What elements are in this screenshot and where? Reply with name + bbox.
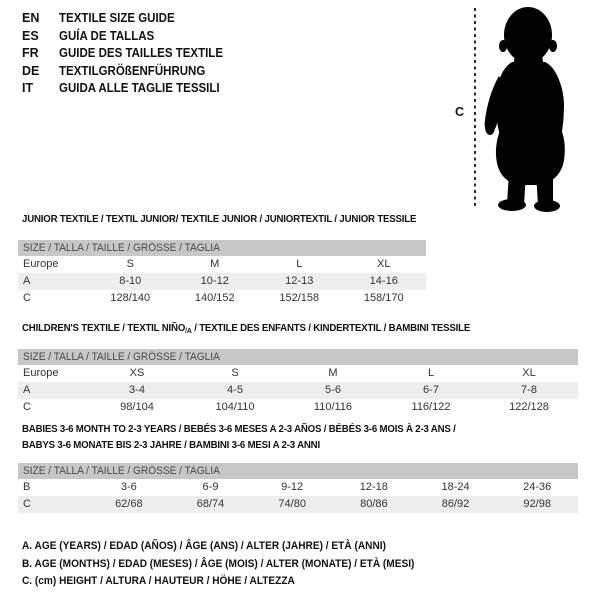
babies-title-line2: BABYS 3-6 MONATE BIS 2-3 JAHRE / BAMBINI 3-6 MESI A 2-3 ANNI xyxy=(22,439,320,451)
age-cell: 7-8 xyxy=(521,384,537,396)
children-table-title xyxy=(22,322,509,335)
children-size-table xyxy=(18,349,578,416)
table-row xyxy=(18,256,426,273)
row-label: C xyxy=(23,498,31,510)
height-cell: 86/92 xyxy=(441,498,470,510)
age-cell: 14-16 xyxy=(369,275,398,287)
table-row xyxy=(18,479,578,496)
lang-row-es xyxy=(22,28,237,46)
table-row xyxy=(18,273,426,290)
age-cell: 18-24 xyxy=(441,481,470,493)
height-cell: 140/152 xyxy=(194,292,235,304)
height-cell: 68/74 xyxy=(196,498,225,510)
lang-code: ES xyxy=(22,28,39,43)
size-header-text: SIZE / TALLA / TAILLE / GRÖSSE / TAGLIA xyxy=(23,465,220,477)
footnote-a xyxy=(22,538,449,556)
baby-silhouette-icon xyxy=(482,4,582,212)
junior-table-title-text: JUNIOR TEXTILE / TEXTIL JUNIOR/ TEXTILE JUNIOR / JUNIORTEXTIL / JUNIOR TESSILE xyxy=(22,213,417,225)
height-cell: 152/158 xyxy=(279,292,320,304)
size-cell: S xyxy=(126,258,134,270)
height-measure-label: C xyxy=(455,105,465,119)
lang-row-it xyxy=(22,80,237,98)
age-cell: 12-13 xyxy=(285,275,314,287)
row-label: C xyxy=(23,292,31,304)
lang-code: FR xyxy=(22,46,39,60)
size-header-bar xyxy=(18,349,578,365)
size-cell: XL xyxy=(377,258,391,270)
lang-title: TEXTILE SIZE GUIDE xyxy=(59,11,175,25)
lang-row-de xyxy=(22,63,237,81)
footnote-a-text: A. AGE (YEARS) / EDAD (AÑOS) / ÂGE (ANS) / ALTER (JAHRE) / ETÀ (ANNI) xyxy=(22,540,386,552)
children-table-title-text xyxy=(22,322,470,335)
age-cell: 6-9 xyxy=(202,481,219,493)
height-cell: 122/128 xyxy=(509,401,549,413)
table-row xyxy=(18,382,578,399)
footnote-b xyxy=(22,556,449,574)
height-cell: 128/140 xyxy=(110,292,151,304)
size-cell: L xyxy=(427,367,435,379)
babies-table-title xyxy=(22,421,493,453)
height-cell: 74/80 xyxy=(278,498,306,510)
size-cell: L xyxy=(296,258,303,270)
height-cell: 104/110 xyxy=(215,401,255,413)
title-sub: /A xyxy=(185,326,192,335)
size-cell: XS xyxy=(129,367,145,379)
height-cell: 80/86 xyxy=(360,498,388,510)
lang-row-fr xyxy=(22,45,237,63)
babies-size-table xyxy=(18,463,578,513)
lang-code: IT xyxy=(22,81,34,95)
row-label: Europe xyxy=(23,258,59,270)
title-pre: CHILDREN'S TEXTILE / TEXTIL NIÑO xyxy=(22,322,186,334)
lang-code: EN xyxy=(22,11,40,25)
lang-title: GUÍA DE TALLAS xyxy=(59,28,155,43)
row-label: C xyxy=(23,401,31,413)
lang-code: DE xyxy=(22,63,40,78)
height-cell: 116/122 xyxy=(411,401,451,413)
size-header-text: SIZE / TALLA / TAILLE / GRÖSSE / TAGLIA xyxy=(23,242,220,254)
size-cell: XL xyxy=(522,367,536,379)
table-row xyxy=(18,365,578,382)
height-cell: 110/116 xyxy=(313,401,353,413)
size-header-bar xyxy=(18,240,426,256)
row-label: A xyxy=(23,275,31,287)
size-cell: M xyxy=(328,367,338,379)
age-cell: 6-7 xyxy=(423,384,439,396)
footnote-b-text: B. AGE (MONTHS) / EDAD (MESES) / ÂGE (MOIS) / ALTER (MONATE) / ETÀ (MESI) xyxy=(22,557,415,570)
junior-size-table xyxy=(18,240,426,307)
size-cell: M xyxy=(210,258,220,270)
title-post: / TEXTILE DES ENFANTS / KINDERTEXTIL / BAMBINI TESSILE xyxy=(191,322,471,334)
age-cell: 3-4 xyxy=(129,384,145,396)
table-row xyxy=(18,399,578,416)
footnotes xyxy=(22,538,449,591)
babies-title-line1: BABIES 3-6 MONTH TO 2-3 YEARS / BEBÉS 3-6 MESES A 2-3 AÑOS / BÉBÉS 3-6 MOIS À 2-3 ANS / xyxy=(22,423,456,435)
height-cell: 62/68 xyxy=(115,498,143,510)
size-header-bar xyxy=(18,463,578,479)
lang-title: GUIDE DES TAILLES TEXTILE xyxy=(59,46,224,60)
height-cell: 98/104 xyxy=(120,401,154,413)
footnote-c xyxy=(22,573,449,591)
age-cell: 3-6 xyxy=(120,481,137,493)
row-label: A xyxy=(23,384,31,396)
table-row xyxy=(18,496,578,513)
lang-row-en xyxy=(22,10,237,28)
height-cell: 158/170 xyxy=(363,292,404,304)
age-cell: 5-6 xyxy=(325,384,341,396)
row-label: B xyxy=(23,481,31,493)
age-cell: 12-18 xyxy=(359,481,388,493)
footnote-c-text: C. (cm) HEIGHT / ALTURA / HAUTEUR / HÖHE / ALTEZZA xyxy=(22,575,295,587)
junior-table-title xyxy=(22,213,451,225)
language-header xyxy=(22,10,237,98)
age-cell: 4-5 xyxy=(227,384,243,396)
height-measure-dashed-line xyxy=(474,8,476,206)
height-cell: 92/98 xyxy=(523,498,551,510)
age-cell: 24-36 xyxy=(523,481,552,493)
row-label: Europe xyxy=(23,367,59,379)
lang-title: TEXTILGRÖßENFÜHRUNG xyxy=(59,63,206,78)
lang-title: GUIDA ALLE TAGLIE TESSILI xyxy=(59,81,220,95)
age-cell: 10-12 xyxy=(200,275,229,287)
table-row xyxy=(18,290,426,307)
size-cell: S xyxy=(231,367,239,379)
age-cell: 8-10 xyxy=(119,275,142,287)
age-cell: 9-12 xyxy=(281,481,304,493)
size-header-text: SIZE / TALLA / TAILLE / GRÖSSE / TAGLIA xyxy=(23,351,220,363)
